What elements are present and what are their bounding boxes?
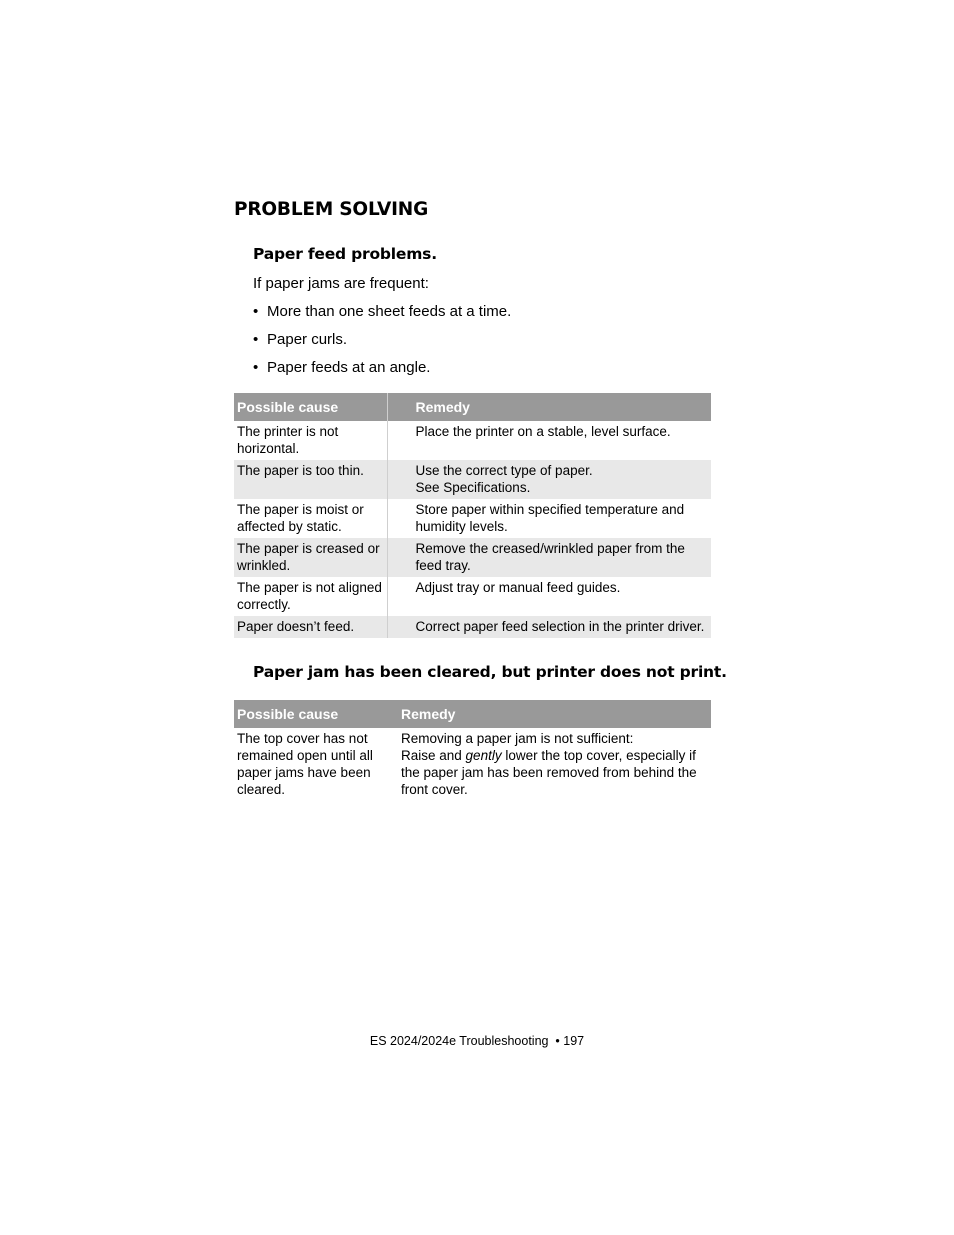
table-row <box>234 460 711 499</box>
table-header-row <box>234 393 711 421</box>
page-footer: ES 2024/2024e Troubleshooting • 197 <box>369 1034 585 1048</box>
bullet-icon: • <box>253 303 259 320</box>
list-item: • Paper feeds at an angle. <box>253 359 431 376</box>
cause-cell: The paper is not aligned correctly. <box>234 577 387 616</box>
paper-jam-heading: Paper jam has been cleared, but printer does not print. <box>253 663 727 681</box>
cause-cell: The paper is creased or wrinkled. <box>234 538 387 577</box>
table-row <box>234 577 711 616</box>
table-row <box>234 616 711 638</box>
table-row <box>234 499 711 538</box>
remedy-line: See Specifications. <box>415 480 531 495</box>
remedy-cell: Adjust tray or manual feed guides. <box>415 580 621 595</box>
cause-cell: The paper is moist or affected by static. <box>234 499 387 538</box>
table-header-row <box>234 700 711 728</box>
remedy-cell <box>387 460 711 499</box>
paper-jam-table <box>234 700 711 801</box>
paper-feed-heading: Paper feed problems. <box>253 245 437 263</box>
remedy-line: Raise and gently lower the top cover, especially if the paper jam has been removed from behind the front cover. <box>401 748 697 797</box>
column-header-cause: Possible cause <box>234 700 398 728</box>
remedy-cell: Place the printer on a stable, level surface. <box>415 424 671 439</box>
bullet-icon: • <box>253 359 259 376</box>
remedy-cell: Store paper within specified temperature and humidity levels. <box>415 502 685 534</box>
list-item: • Paper curls. <box>253 331 348 348</box>
section-title: PROBLEM SOLVING <box>234 199 429 220</box>
remedy-line: Removing a paper jam is not sufficient: <box>401 731 634 746</box>
table-row <box>234 421 711 460</box>
cause-cell: Paper doesn’t feed. <box>234 616 387 638</box>
paper-feed-table <box>234 393 711 638</box>
table-row <box>234 728 711 801</box>
remedy-cell <box>398 728 711 801</box>
column-header-cause: Possible cause <box>234 393 387 421</box>
table-row <box>234 538 711 577</box>
intro-text: If paper jams are frequent: <box>253 275 429 292</box>
column-header-remedy: Remedy <box>387 393 711 421</box>
symptom-list <box>253 303 511 387</box>
cause-cell: The top cover has not remained open until all paper jams have been cleared. <box>237 731 373 797</box>
cause-cell: The paper is too thin. <box>234 460 387 499</box>
emphasis-text: gently <box>465 748 502 763</box>
remedy-cell: Remove the creased/wrinkled paper from the feed tray. <box>387 538 711 577</box>
bullet-icon: • <box>253 331 259 348</box>
cause-cell: The printer is not horizontal. <box>234 421 387 460</box>
column-header-remedy: Remedy <box>398 700 711 728</box>
list-item: • More than one sheet feeds at a time. <box>253 303 512 320</box>
remedy-line: Use the correct type of paper. <box>415 463 593 478</box>
remedy-cell: Correct paper feed selection in the printer driver. <box>387 616 711 638</box>
